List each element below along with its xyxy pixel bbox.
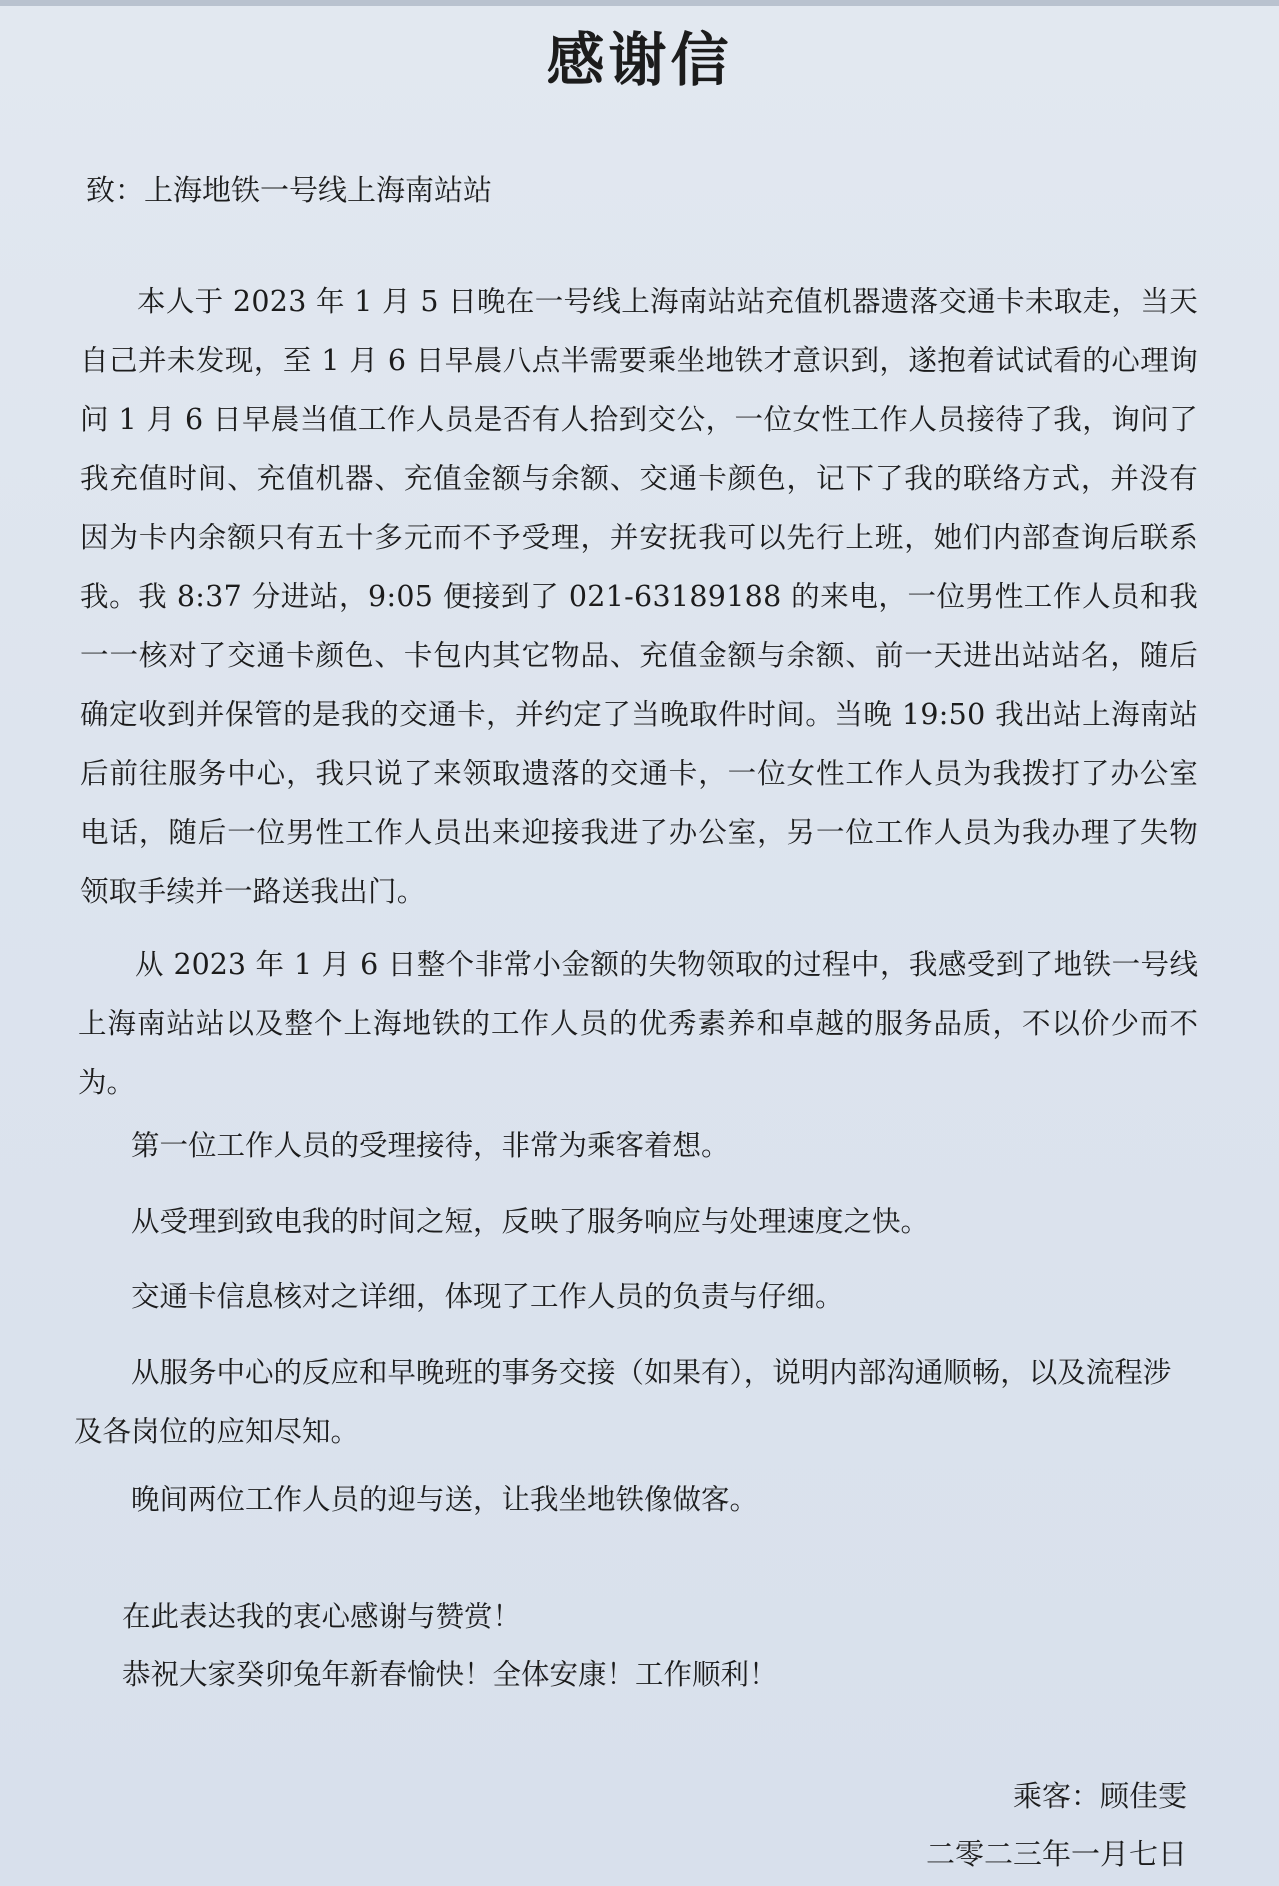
letter-point-4: 从服务中心的反应和早晚班的事务交接（如果有），说明内部沟通顺畅，以及流程涉及各岗位的应知尽知。: [74, 1356, 1172, 1448]
signature-date: 二零二三年一月七日: [925, 1837, 1187, 1871]
letter-point-3: 交通卡信息核对之详细，体现了工作人员的负责与仔细。: [131, 1280, 844, 1313]
letter-point-1: 第一位工作人员的受理接待，非常为乘客着想。: [131, 1129, 730, 1162]
closing-line-2: 恭祝大家癸卯兔年新春愉快！全体安康！工作顺利！: [122, 1658, 778, 1691]
letter-title: 感谢信: [546, 26, 733, 94]
closing-line-1: 在此表达我的衷心感谢与赞赏！: [122, 1600, 522, 1633]
letter-point-2: 从受理到致电我的时间之短，反映了服务响应与处理速度之快。: [131, 1205, 930, 1238]
letter-recipient: 致：上海地铁一号线上海南站站: [86, 173, 493, 207]
signature-passenger: 乘客：顾佳雯: [1012, 1779, 1187, 1813]
letter-paragraph-1: 本人于 2023 年 1 月 5 日晚在一号线上海南站站充值机器遗落交通卡未取走，当天自己并未发现，至 1 月 6 日早晨八点半需要乘坐地铁才意识到，遂抱着试试看的心理询问 1 月 6 日早晨当值工作人员是否有人拾到交公，一位女性工作人员接待了我，询问了我充值时间、充值机器、充值金额与余额、交通卡颜色，记下了我的联络方式，并没有因为卡内余额只有五十多元而不予受理，并安抚我可以先行上班，她们内部查询后联系我。我 8:37 分进站，9:05 便接到了 021-63189188 的来电，一位男性工作人员和我一一核对了交通卡颜色、卡包内其它物品、充值金额与余额、前一天进出站站名，随后确定收到并保管的是我的交通卡，并约定了当晚取件时间。当晚 19:50 我出站上海南站后前往服务中心，我只说了来领取遗落的交通卡，一位女性工作人员为我拨打了办公室电话，随后一位男性工作人员出来迎接我进了办公室，另一位工作人员为我办理了失物领取手续并一路送我出门。: [80, 285, 1198, 908]
letter-paragraph-2: 从 2023 年 1 月 6 日整个非常小金额的失物领取的过程中，我感受到了地铁一号线上海南站站以及整个上海地铁的工作人员的优秀素养和卓越的服务品质，不以价少而不为。: [78, 948, 1198, 1099]
page-top-edge: [0, 0, 1279, 6]
letter-point-5: 晚间两位工作人员的迎与送，让我坐地铁像做客。: [131, 1483, 759, 1516]
